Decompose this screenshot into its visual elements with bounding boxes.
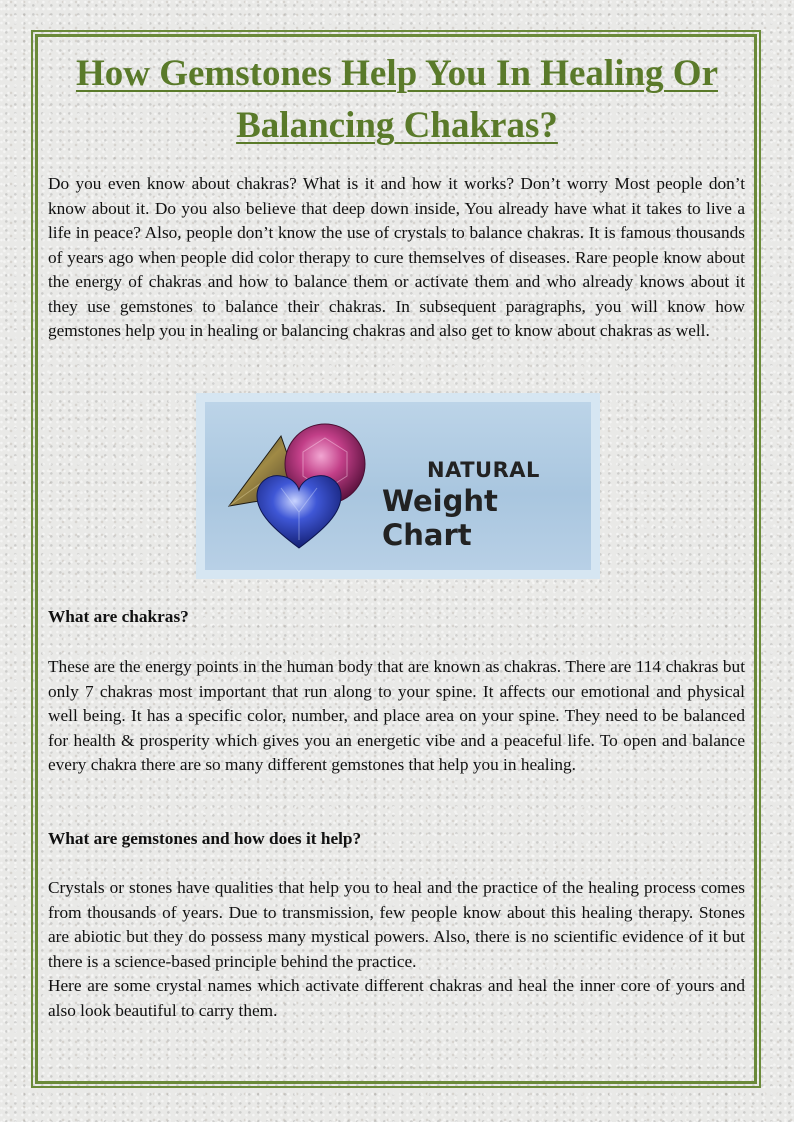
weight-chart-banner bbox=[196, 393, 600, 579]
intro-paragraph: Do you even know about chakras? What is it and how it works? Don’t worry Most people don’t know about it. Do you also believe that deep down inside, You already have what it takes to live a life in peace? Also, people don’t know the use of crystals to balance chakras. It is famous thousands of years ago when people did color therapy to cure themselves of diseases. Rare people know about the energy of chakras and how to balance them or activate them and who already knows about it they use gemstones to balance their chakras. In subsequent paragraphs, you will know how gemstones help you in healing or balancing chakras and also get to know about chakras as well. bbox=[48, 174, 745, 340]
gemstones-image bbox=[219, 416, 379, 556]
gemstones-paragraph: Crystals or stones have qualities that help you to heal and the practice of the healing process comes from thousands of years. Due to transmission, few people know about this healing therapy. Stones are abiotic but they do possess many mystical powers. Also, there is no scientific evidence of it but there is a science-based principle behind the practice. bbox=[48, 878, 745, 971]
banner-background bbox=[205, 402, 591, 570]
page-title: How Gemstones Help You In Healing Or Balancing Chakras? bbox=[75, 53, 719, 146]
banner-label-weight-chart: Weight Chart bbox=[382, 484, 498, 552]
banner-label-natural: NATURAL bbox=[427, 458, 540, 482]
section-heading-chakras: What are chakras? bbox=[48, 607, 189, 626]
section-heading-gemstones: What are gemstones and how does it help? bbox=[48, 829, 362, 848]
crystal-names-paragraph: Here are some crystal names which activate different chakras and heal the inner core of yours and also look beautiful to carry them. bbox=[48, 976, 745, 1020]
gemstones-section-body bbox=[48, 876, 745, 1023]
chakras-paragraph: These are the energy points in the human body that are known as chakras. There are 114 chakras but only 7 chakras most important that run along to your spine. It affects our emotional and physical well being. It has a specific color, number, and place area on your spine. They need to be balanced for health & prosperity which gives you an energetic vibe and a peaceful life. To open and balance every chakra there are so many different gemstones that help you in healing. bbox=[48, 657, 745, 774]
